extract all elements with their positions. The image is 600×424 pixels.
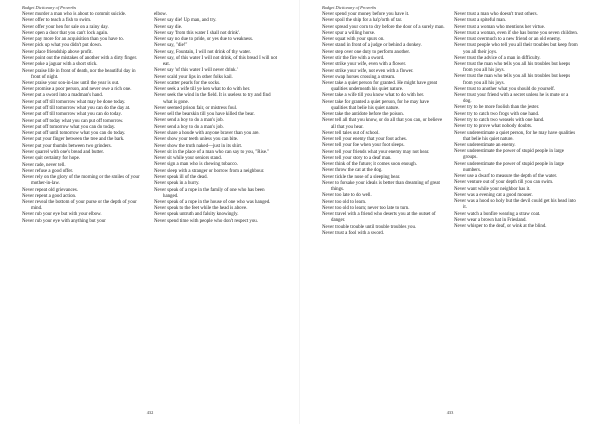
proverb-entry: Never tell tales out of school. <box>322 130 380 136</box>
proverb-entry: Never share a houde with anyone braver than you are. <box>154 130 260 136</box>
proverb-entry: Never spend time with people who don't respect you. <box>154 218 258 224</box>
proverb-entry: Never trust to another what you should do yourself. <box>454 86 555 92</box>
proverb-entry: Never try to catch two frogs with one hand. <box>454 111 540 117</box>
proverb-entry: Never tickle the nose of a sleeping bear. <box>322 174 401 180</box>
proverb-entry: Never trust a woman, even if she has borne you seven children. <box>454 30 578 36</box>
proverb-entry: Never send a boy to do a man's job. <box>154 124 224 130</box>
proverb-entry: Never rub your eye but with your elbow. <box>22 212 102 218</box>
proverb-entry: Never rade, never tell. <box>22 162 66 168</box>
proverb-entry: Never quarrel with one's bread and butter. <box>22 150 104 155</box>
columns <box>22 12 292 225</box>
proverb-entry: Never sit in the place of a man who can say to you, "Rise." <box>154 149 270 155</box>
proverb-entry: Never underestimate the power of stupid people in large numbers. <box>454 161 564 173</box>
proverb-entry: Never scatter pearls for the socks. <box>154 80 221 86</box>
proverb-entry: Never trouble trouble until trouble troubles you. <box>322 224 417 230</box>
proverb-entry: Never say die! Up man, and try. <box>154 18 217 24</box>
proverb-entry: Never try to prove what nobody doubts. <box>454 124 533 130</box>
proverb-entry: Never trust a spiteful man. <box>454 18 507 24</box>
proverb-entry: Never take for granted a quiet person, for he may have qualities that belie his quiet nature. <box>322 99 429 111</box>
column-1 <box>322 12 446 237</box>
page-number: 432 <box>146 410 154 415</box>
proverb-entry: Never whisper to the deaf, or wink at the blind. <box>454 224 547 230</box>
proverb-entry: Never repeat old grievances. <box>22 187 78 193</box>
proverb-entry: Never say no due to pride, or yes due to weakness. <box>154 37 254 43</box>
proverb-entry: Never spend your money before you have it. <box>322 12 410 17</box>
proverb-entry: Never trust the advice of a man in difficulty. <box>454 55 541 61</box>
proverb-entry: Never tell your enemy that your foot aches. <box>322 137 408 143</box>
proverb-entry: Never was a evening cat a good mouser. <box>454 192 533 198</box>
proverb-entry: Never say, Fountain, I will not drink of thy water. <box>154 49 251 55</box>
column-2 <box>154 12 278 225</box>
proverb-entry: Never strike your wife, not even with a flower. <box>322 68 414 74</box>
proverb-entry: Never put off till tomorrow what you can do the day at. <box>22 106 131 112</box>
running-head: Budget Dictionary of Proverbs <box>322 5 377 10</box>
proverb-entry: Never trust a woman who mentions her virtue. <box>454 24 545 30</box>
proverb-entry: Never take a quiet person for granted. He might have great qualities underneath his quiet nature. <box>322 81 438 93</box>
proverb-entry: Never praise your son-in-law until the year is out. <box>22 80 120 86</box>
proverb-entry: Never speak untruth and falsity knowingly. <box>154 212 239 218</box>
proverb-entry: Never take a wife till you know what to do with her. <box>322 93 425 99</box>
proverb-entry: Never speak in a hurry. <box>154 181 200 187</box>
proverb-entry: Never stir the fire with a sword. <box>322 55 385 61</box>
proverb-entry: Never too old to learn; never too late to turn. <box>322 205 410 211</box>
proverb-entry: Never murder a man who is about to commit suicide. <box>22 12 127 17</box>
proverb-entry: Never throw the cat at the dog. <box>322 168 383 174</box>
proverb-entry: Never open a door that you can't lock again. <box>22 30 109 36</box>
page-number: 433 <box>446 410 454 415</box>
proverb-entry: Never want while your neighbor has it. <box>454 186 531 192</box>
proverb-entry: Never to forsake your ideals is better than dreaming of great things. <box>322 181 440 193</box>
proverb-entry: Never tell all that you know, or do all that you can, or believe all that you hear. <box>322 118 443 130</box>
proverb-entry: Never venture out of your depth till you can swim. <box>454 180 554 186</box>
proverb-entry: Never refuse a good offer. <box>22 168 74 174</box>
proverb-entry: Never offer to teach a fish to swim. <box>22 18 92 24</box>
proverb-entry: Never pay more for an acquisition than you have to. <box>22 37 124 43</box>
proverb-entry: Never squat with your spurs on. <box>322 37 385 43</box>
proverb-entry: Never travel with a friend who deserts you at the outset of danger. <box>322 212 436 224</box>
right-page <box>300 0 600 424</box>
proverb-entry: Never pick up what you didn't put down. <box>22 43 102 49</box>
proverb-entry: Never speak to the feet while the head is above. <box>154 206 248 212</box>
proverb-entry: Never repent a good action. <box>22 193 77 199</box>
proverb-entry: Never put off until tomorrow what you can do today. <box>22 131 126 137</box>
proverb-entry: Never put a sword into a madman's hand. <box>22 93 104 99</box>
proverb-entry: Never too late to do well. <box>322 193 372 199</box>
proverb-entry: Never seek the wind in the field. It is useless to try and find what is gone. <box>154 93 271 105</box>
proverb-entry: elbow. <box>154 12 167 17</box>
proverb-entry: Never trust overmuch to a new friend or an old enemy. <box>454 37 562 43</box>
proverb-entry: Never sleep with a stranger or borrow from a neighbour. <box>154 168 265 174</box>
proverb-entry: Never spread your corn to dry before the door of a surely man. <box>322 24 445 30</box>
proverb-entry: Never strike your wife, even with a flower. <box>322 62 407 68</box>
proverb-entry: Never think of the future; it comes soon enough. <box>322 162 417 168</box>
proverb-entry: Never speak of a rope in the family of one who has been hanged. <box>154 187 265 199</box>
columns <box>322 12 586 237</box>
proverb-entry: Never praise life in front of death, nor the beautiful day in front of night. <box>22 68 136 80</box>
proverb-entry: Never put off till tomorrow what you can do today. <box>22 112 122 118</box>
proverb-entry: Never send a boy to do a man's job. <box>154 118 224 124</box>
proverb-entry: Never underestimate a quiet person, for he may have qualities that belie his quiet nature. <box>454 130 576 142</box>
proverb-entry: Never scald your lips in other folks kail. <box>154 74 233 80</box>
proverb-entry: Never rub your eye with anything but your <box>22 218 106 224</box>
running-head: Budget Dictionary of Proverbs <box>22 5 77 10</box>
proverb-entry: Never wear a brown hat in Friesland. <box>454 217 527 223</box>
proverb-entry: Never point out the mistakes of another with a dirty finger. <box>22 55 138 61</box>
proverb-entry: Never put your finger between the tree and the bark. <box>22 137 125 143</box>
proverb-entry: Never try to be more foolish than the jester. <box>454 105 540 111</box>
proverb-entry: Never tell your friends what your enemy may not hear. <box>322 149 430 155</box>
proverb-entry: Never say, "die!" <box>154 43 188 49</box>
proverb-entry: Never trust people who tell you all their troubles but keep from you all their joys. <box>454 43 578 55</box>
proverb-entry: Never put off till tomorrow what may be done today. <box>22 99 126 105</box>
proverb-entry: Never reveal the bottom of your purse or the depth of your mind. <box>22 200 137 212</box>
column-2 <box>454 12 578 237</box>
proverb-entry: Never seemed prison fair, or mistress foul. <box>154 105 238 111</box>
proverb-entry: Never say, of this water I will not drink, of this bread I will not eat. <box>154 55 278 68</box>
proverb-entry: Never put off tomorrow what you can do today. <box>22 124 116 130</box>
proverb-entry: Never put your thumbs between two grinders. <box>22 143 112 149</box>
proverb-entry: Never offer your hen for sale on a rainy day. <box>22 24 109 30</box>
proverb-entry: Never say die. <box>154 24 183 30</box>
proverb-entry: Never underestimate the power of stupid people in large groups. <box>454 149 564 161</box>
proverb-entry: Never quit certainty for hope. <box>22 156 80 162</box>
proverb-entry: Never use a dwarf to measure the depth of the water. <box>454 174 558 179</box>
proverb-entry: Never take the antidote before the poison. <box>322 112 404 118</box>
proverb-entry: Never sign a man who is chewing tobacco. <box>154 162 238 168</box>
proverb-entry: Never show your teeth unless you can bite. <box>154 137 239 143</box>
proverb-entry: Never trust a man who doesn't trust others. <box>454 12 538 17</box>
column-1 <box>22 12 146 225</box>
proverb-entry: Never place friendship above profit. <box>22 49 93 55</box>
proverb-entry: Never try to catch two weasels with one hand. <box>454 118 545 124</box>
proverb-entry: Never tell your foe when your foot sleeps. <box>322 143 405 149</box>
proverb-entry: Never promise a poor person, and never owe a rich one. <box>22 87 132 93</box>
proverb-entry: Never swap horses crossing a stream. <box>322 74 396 80</box>
proverb-entry: Never spur a willing horse. <box>322 30 376 36</box>
proverb-entry: Never put off today what you can put off tomorrow. <box>22 118 124 124</box>
proverb-entry: Never stand in front of a judge or behind a donkey. <box>322 43 422 49</box>
proverb-entry: Never sit while your seniors stand. <box>154 156 222 162</box>
proverb-entry: Never show the truth naked—just in its shirt. <box>154 143 243 149</box>
proverb-entry: Never step over one duty to perform another. <box>322 49 411 55</box>
proverb-entry: Never speak ill of the dead. <box>154 174 208 180</box>
proverb-entry: Never sell the bearskin till you have killed the bear. <box>154 112 255 118</box>
proverb-entry: Never was a hood so holy but the devil could get his head into it. <box>454 199 576 211</box>
proverb-entry: Never trust the man who tells you all his troubles but keeps from you all his joys. <box>454 62 571 74</box>
proverb-entry: Never say 'from this water I shall not drink'. <box>154 30 241 36</box>
proverb-entry: Never speak of a rope in the house of one who was hanged. <box>154 199 271 205</box>
proverb-entry: Never seek a wife till ye ken what to do with her. <box>154 87 251 93</box>
proverb-entry: Never spoil the ship for a ha'p'orth of tar. <box>322 18 403 24</box>
proverb-entry: Never tell your story to a deaf man. <box>322 155 392 161</box>
proverb-entry: Never say 'of this water I will never drink.' <box>154 68 238 74</box>
proverb-entry: Never too old to learn. <box>322 199 367 205</box>
proverb-entry: Never underestimate an enemy. <box>454 142 516 148</box>
proverb-entry: Never trust a fool with a sword. <box>322 230 385 236</box>
proverb-entry: Never poke a jaguar with a short stick. <box>22 62 98 68</box>
proverb-entry: Never watch a bonfire wearing a straw coat. <box>454 211 541 217</box>
proverb-entry: Never trust the man who tells you all his troubles but keeps from you all his joys. <box>454 74 571 86</box>
proverb-entry: Never rely on the glory of the morning or the smiles of your mother-in-law. <box>22 175 140 187</box>
proverb-entry: Never trust your friend with a secret unless he is mute or a dog. <box>454 93 569 105</box>
